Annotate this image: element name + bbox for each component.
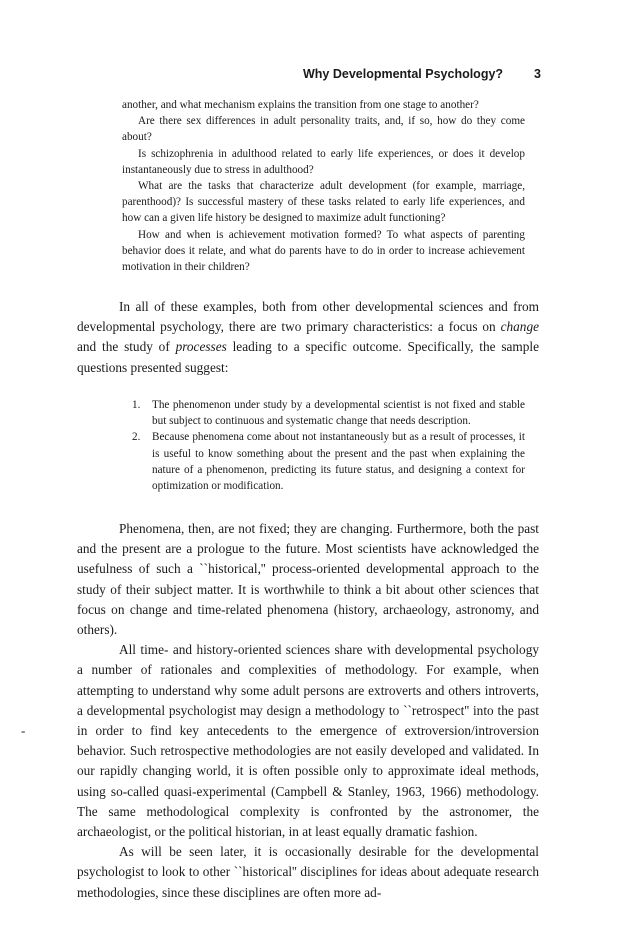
list-item: [122, 429, 525, 494]
list-number: 2.: [132, 431, 141, 444]
intro-text: In all of these examples, both from other developmental sciences and from developmental psychology, there are two primary characteristics: a focus on: [77, 299, 539, 335]
body-paragraph: As will be seen later, it is occasionally desirable for the developmental psychologist to look to other ``historical'' disciplines for ideas about adequate research methodologies, since these disciplines are often more ad-: [77, 844, 539, 900]
body-paragraph: All time- and history-oriented sciences share with developmental psychology a number of rationales and complexities of methodology. For example, when attempting to understand why some adult persons are extroverts and others introverts, a developmental psychologist may design a methodology to ``retrospect'' into the past in order to find key antecedents to the emergence of extroversion/introversion behavior. Such retrospective methodologies are not easily developed and validated. In our rapidly changing world, it is often possible only to approximate ideal methods, using so-called quasi-experimental (Campbell & Stanley, 1963, 1966) methodology. The same methodological complexity is confronted by the astronomer, the archaeologist, or the political historian, in at least equally dramatic fashion.: [77, 642, 539, 840]
question-paragraph: Is schizophrenia in adulthood related to early life experiences, or does it develop instantaneously due to stress in adulthood?: [122, 147, 525, 176]
intro-text: leading to a specific outcome. Specifically, the sample questions presented suggest:: [77, 339, 539, 375]
emphasis-processes: processes: [175, 339, 227, 355]
question-paragraph: How and when is achievement motivation formed? To what aspects of parenting behavior does it relate, and what do parents have to do in order to increase achievement motivation in their children?: [122, 228, 525, 274]
question-paragraph: another, and what mechanism explains the transition from one stage to another?: [122, 99, 479, 111]
page-number: 3: [534, 67, 541, 81]
intro-paragraph-block: [77, 297, 539, 378]
list-text: The phenomenon under study by a developmental scientist is not fixed and stable but subject to continuous and systematic change that needs description.: [152, 399, 525, 428]
intro-text: and the study of: [77, 339, 176, 355]
numbered-list: [122, 397, 525, 494]
margin-mark: -: [21, 723, 26, 738]
list-item: [122, 397, 525, 429]
question-paragraph: What are the tasks that characterize adult development (for example, marriage, parenthood)? Is successful mastery of these tasks related to early life experiences, and how can a given life history be designed to maximize adult functioning?: [122, 180, 525, 225]
list-number: 1.: [132, 399, 141, 411]
example-questions-block: [122, 97, 525, 275]
emphasis-change: change: [500, 319, 539, 335]
running-title: Why Developmental Psychology?: [303, 67, 504, 81]
body-paragraph: Phenomena, then, are not fixed; they are changing. Furthermore, both the past and the present are a prologue to the future. Most scientists have acknowledged the usefulness of such a ``historical,'' process-oriented developmental approach to the study of their subject matter. It is worthwhile to think a bit about other sciences that focus on change and time-related phenomena (history, archaeology, astronomy, and others).: [77, 521, 539, 638]
intro-paragraph: [77, 297, 539, 378]
list-text: Because phenomena come about not instantaneously but as a result of processes, it is useful to know something about the present and the past when explaining the nature of a phenomenon, predicting its future status, and designing a context for optimization or modification.: [152, 431, 525, 493]
main-body-block: [77, 519, 539, 903]
question-paragraph: Are there sex differences in adult personality traits, and, if so, how do they come about?: [122, 115, 525, 144]
running-header: [303, 65, 541, 85]
